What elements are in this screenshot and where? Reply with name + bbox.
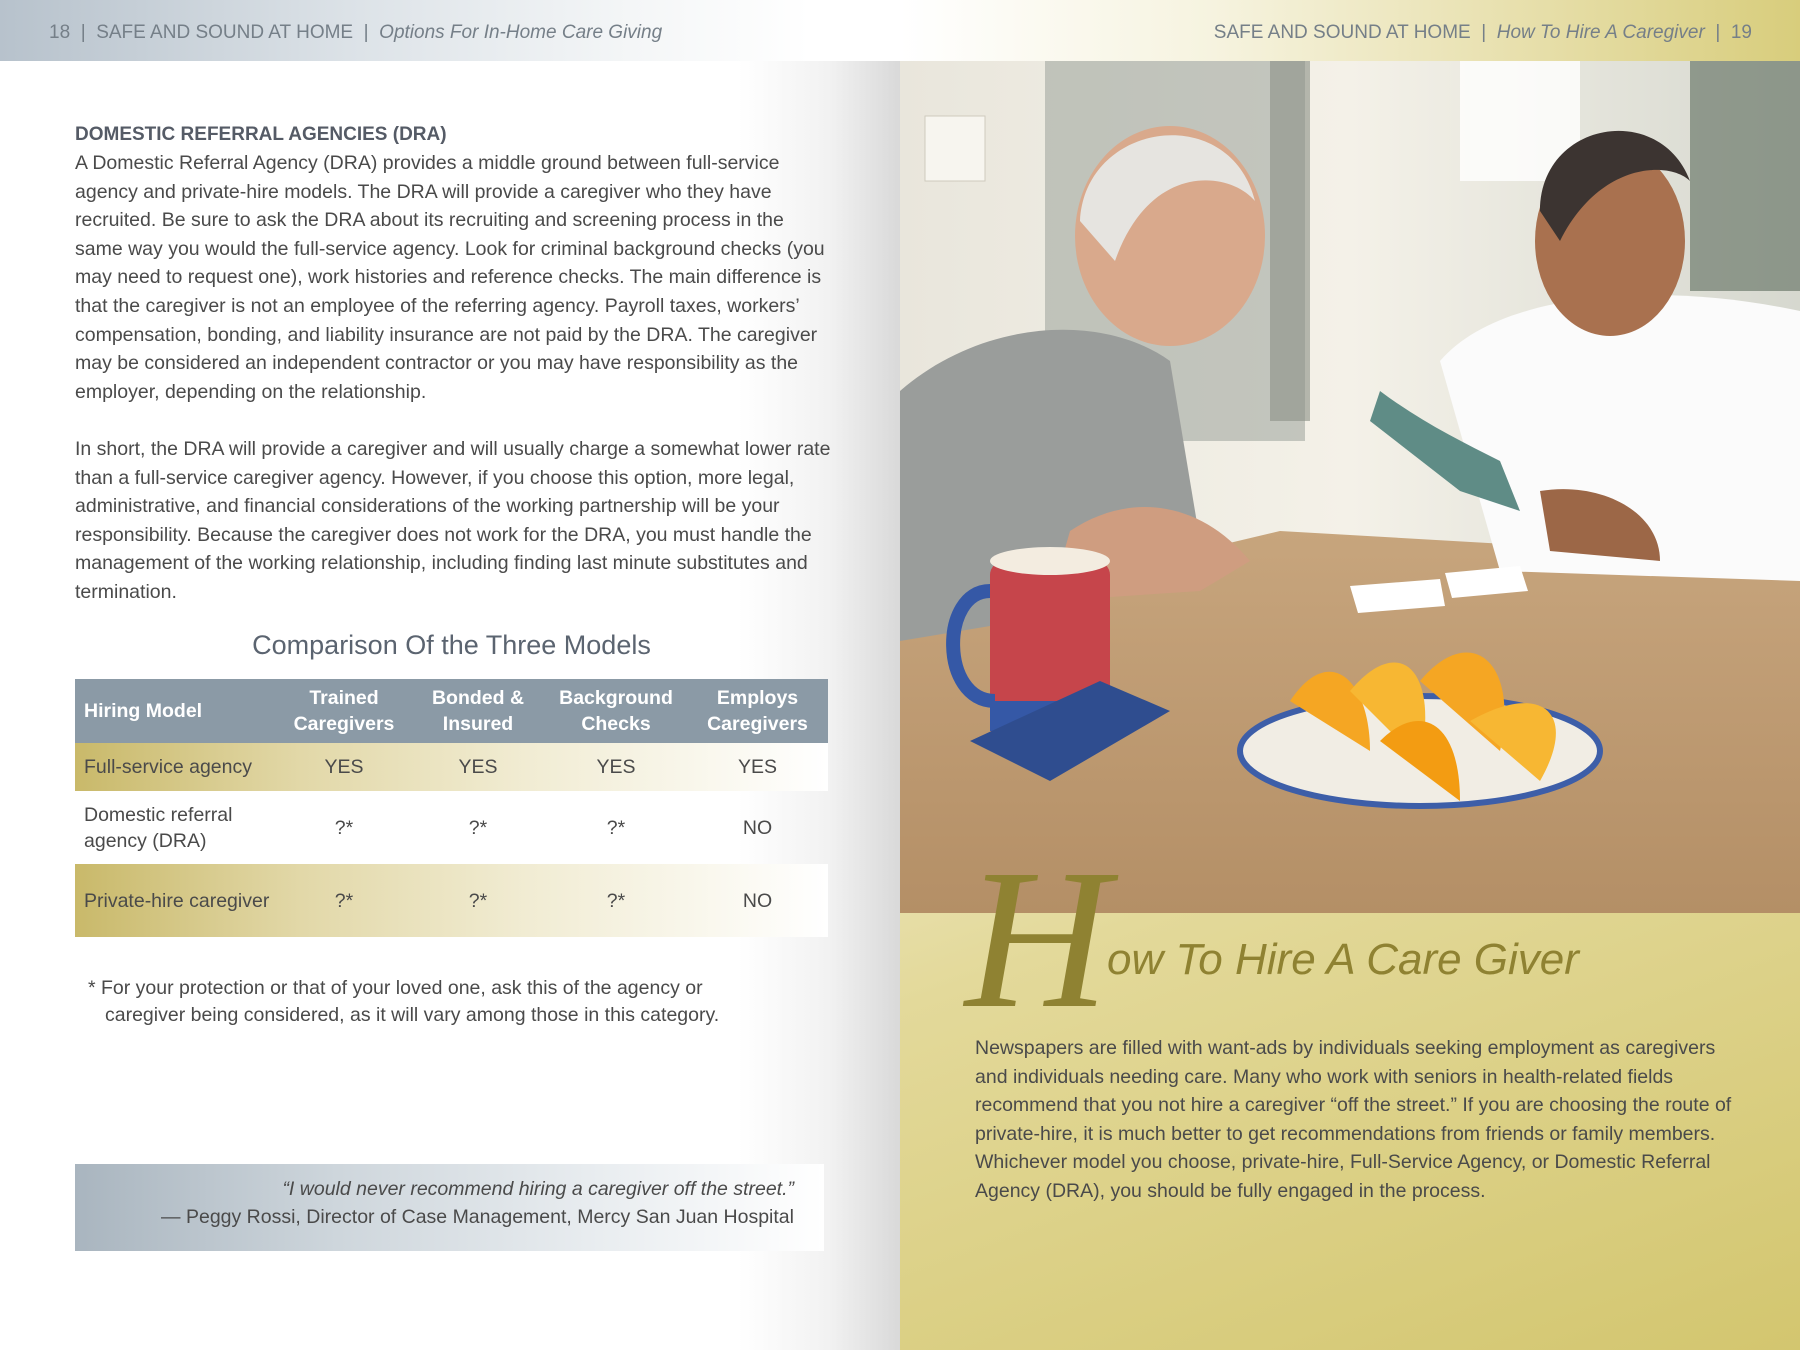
quote-attribution: — Peggy Rossi, Director of Case Management, Mercy San Juan Hospital: [161, 1206, 794, 1228]
left-header-text: 18 | SAFE AND SOUND AT HOME | Options For In-Home Care Giving: [49, 22, 663, 43]
comparison-title: Comparison Of the Three Models: [252, 630, 651, 660]
col-header-background: Background Checks: [545, 679, 687, 743]
col-header-hiring-model: Hiring Model: [75, 679, 277, 743]
table-cell: NO: [742, 889, 773, 912]
left-book-title: SAFE AND SOUND AT HOME: [96, 22, 354, 43]
section-title: DOMESTIC REFERRAL AGENCIES (DRA): [75, 124, 447, 145]
table-cell: YES: [458, 756, 498, 778]
col-header-bonded: Bonded & Insured: [411, 679, 545, 743]
left-page-number: 18: [49, 22, 71, 43]
table-row: [75, 743, 828, 791]
col-header-trained: Trained Caregivers: [277, 679, 411, 743]
caregiver-photo: [900, 61, 1800, 913]
comparison-table: [75, 679, 828, 937]
table-cell: YES: [737, 756, 778, 778]
left-chapter-title: Options For In-Home Care Giving: [379, 22, 663, 43]
table-header-row: [75, 679, 828, 743]
table-cell: ?*: [606, 889, 626, 912]
left-running-header: [0, 0, 900, 61]
col-header-employs: Employs Caregivers: [687, 679, 828, 743]
table-cell: ?*: [334, 889, 354, 912]
pull-quote: [75, 1164, 824, 1251]
right-chapter-title: How To Hire A Caregiver: [1496, 22, 1705, 43]
table-cell: ?*: [334, 816, 354, 839]
hire-section-title: ow To Hire A Care Giver: [1107, 935, 1579, 984]
row-label: Full-service agency: [84, 756, 252, 778]
table-cell: YES: [596, 756, 636, 778]
table-cell: ?*: [606, 816, 626, 839]
row-label: Domestic referral agency (DRA): [84, 803, 233, 852]
dra-paragraph-1: A Domestic Referral Agency (DRA) provides a middle ground between full-service agency and private-hire models. The DRA will provide a caregiver who they have recruited. Be sure to ask the DRA about its recruiting and screening process in the same way you would the full-service agency. Look for criminal background checks (you may need to request one), work histories and reference checks. The main difference is that the caregiver is not an employee of the referring agency. Payroll taxes, workers’ compensation, bonding, and liability insurance are not paid by the DRA. The caregiver may be considered an independent contractor or you may have responsibility as the employer, depending on the relationship.: [75, 152, 825, 403]
table-footnote: [88, 975, 808, 1028]
table-cell: NO: [742, 816, 773, 839]
table-cell: YES: [324, 756, 364, 778]
table-cell: ?*: [468, 816, 488, 839]
hire-paragraph: Newspapers are filled with want-ads by individuals seeking employment as caregivers and individuals needing care. Many who work with seniors in health-related fields recommend that you not hire a caregiver “off the street.” If you are choosing the route of private-hire, it is much better to get recommendations from friends or family members. Whichever model you choose, private-hire, Full-Service Agency, or Domestic Referral Agency (DRA), you should be fully engaged in the process.: [975, 1037, 1732, 1202]
right-running-header: [900, 0, 1800, 61]
table-cell: ?*: [468, 889, 488, 912]
footnote-line-2: caregiver being considered, as it will vary among those in this category.: [105, 1003, 720, 1026]
right-page-number: 19: [1730, 22, 1752, 43]
right-header-text: SAFE AND SOUND AT HOME | How To Hire A Caregiver | 19: [1213, 22, 1752, 43]
quote-text: “I would never recommend hiring a caregiver off the street.”: [282, 1178, 794, 1200]
table-row: [75, 864, 828, 937]
footnote-line-1: * For your protection or that of your loved one, ask this of the agency or: [88, 977, 703, 999]
dra-paragraph-2: In short, the DRA will provide a caregiver and will usually charge a somewhat lower rate than a full-service caregiver agency. However, if you choose this option, more legal, administrative, and financial considerations of the working partnership will be your responsibility. Because the caregiver does not work for the DRA, you must handle the management of the working relationship, including finding last minute substitutes and termination.: [75, 438, 831, 603]
right-book-title: SAFE AND SOUND AT HOME: [1213, 22, 1471, 43]
table-row: [75, 791, 828, 864]
row-label: Private-hire caregiver: [84, 889, 270, 912]
drop-cap-h: H: [965, 829, 1110, 1050]
photo-illustration: [900, 61, 1800, 913]
